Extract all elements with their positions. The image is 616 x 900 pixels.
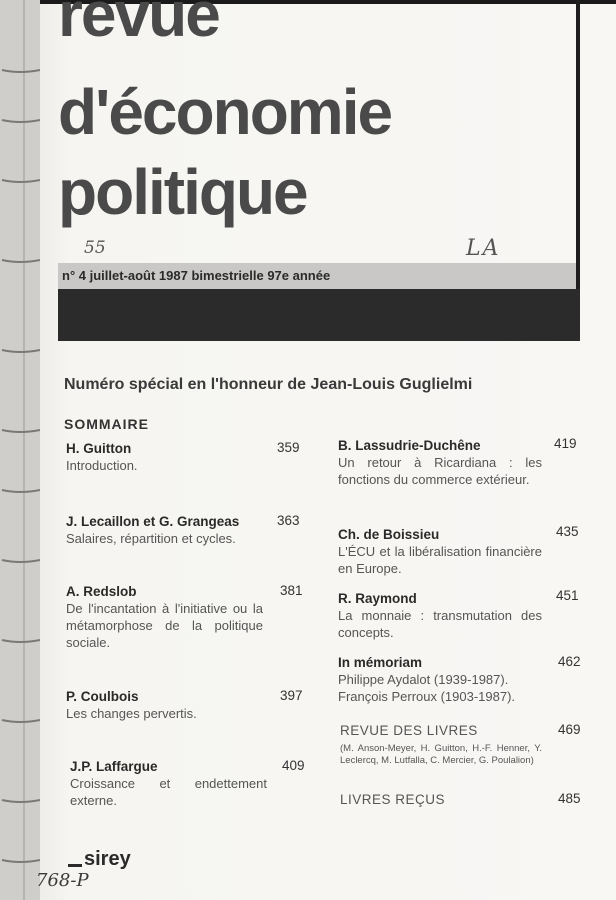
toc-page: 435 [556, 524, 579, 539]
title-line-3: politique [58, 156, 307, 228]
title-line-2: d'économie [58, 76, 392, 148]
toc-page: 451 [556, 588, 579, 603]
revue-des-livres-label: REVUE DES LIVRES [340, 723, 478, 738]
toc-entry [338, 590, 542, 641]
toc-page: 462 [558, 654, 581, 669]
toc-title: De l'incantation à l'initiative ou la métamorphose de la politique sociale. [66, 601, 263, 650]
toc-author: R. Raymond [338, 591, 417, 606]
toc-page: 419 [554, 436, 577, 451]
toc-entry [70, 758, 267, 809]
issue-line: n° 4 juillet-août 1987 bimestrielle 97e année [62, 268, 331, 283]
toc-title: La monnaie : transmutation des concepts. [338, 608, 542, 640]
toc-entry [66, 688, 266, 722]
toc-title: L'ÉCU et la libéralisation financière en Europe. [338, 544, 542, 576]
toc-author: P. Coulbois [66, 689, 139, 704]
toc-title: Les changes pervertis. [66, 706, 197, 721]
toc-entry [338, 437, 542, 488]
revue-des-livres-page: 469 [558, 722, 581, 737]
toc-author: In mémoriam [338, 655, 423, 670]
toc-entry [338, 654, 544, 705]
title-line-1: revue [58, 0, 219, 50]
revue-des-livres-entry [340, 722, 542, 767]
toc-entry [66, 583, 263, 651]
toc-title: Croissance et endettement externe. [70, 776, 267, 808]
livres-recus-label: LIVRES REÇUS [340, 792, 446, 807]
spiral-binding [0, 0, 40, 900]
handwritten-number: 55 [84, 238, 106, 258]
toc-page: 381 [280, 583, 303, 598]
publisher-name: sirey [84, 848, 131, 870]
revue-des-livres-contributors: (M. Anson-Meyer, H. Guitton, H.-F. Henner, Y. Leclercq, M. Lutfalla, C. Mercier, G. Poulalion) [340, 743, 542, 766]
sommaire-heading: SOMMAIRE [64, 416, 149, 432]
livres-recus-entry [340, 791, 540, 808]
toc-title: Un retour à Ricardiana : les fonctions du commerce extérieur. [338, 455, 542, 487]
toc-entry [338, 526, 542, 577]
dark-band [58, 289, 580, 341]
handwritten-initials: LA [466, 236, 501, 261]
toc-author: Ch. de Boissieu [338, 527, 440, 542]
toc-page: 409 [282, 758, 305, 773]
toc-title: Introduction. [66, 458, 138, 473]
toc-title: Philippe Aydalot (1939-1987). François Perroux (1903-1987). [338, 672, 516, 704]
publisher-logo [68, 846, 131, 871]
special-issue-heading: Numéro spécial en l'honneur de Jean-Louis Guglielmi [64, 376, 473, 393]
livres-recus-page: 485 [558, 791, 581, 806]
toc-author: J. Lecaillon et G. Grangeas [66, 514, 240, 529]
toc-entry [66, 513, 276, 547]
toc-author: J.P. Laffargue [70, 759, 158, 774]
toc-page: 363 [277, 513, 300, 528]
publisher-mark-icon [68, 846, 82, 867]
toc-page: 397 [280, 688, 303, 703]
toc-page: 359 [277, 440, 300, 455]
toc-author: H. Guitton [66, 441, 132, 456]
toc-title: Salaires, répartition et cycles. [66, 531, 236, 546]
shelf-mark: 768-P [36, 870, 89, 891]
toc-author: A. Redslob [66, 584, 137, 599]
toc-author: B. Lassudrie-Duchêne [338, 438, 481, 453]
toc-entry [66, 440, 266, 474]
